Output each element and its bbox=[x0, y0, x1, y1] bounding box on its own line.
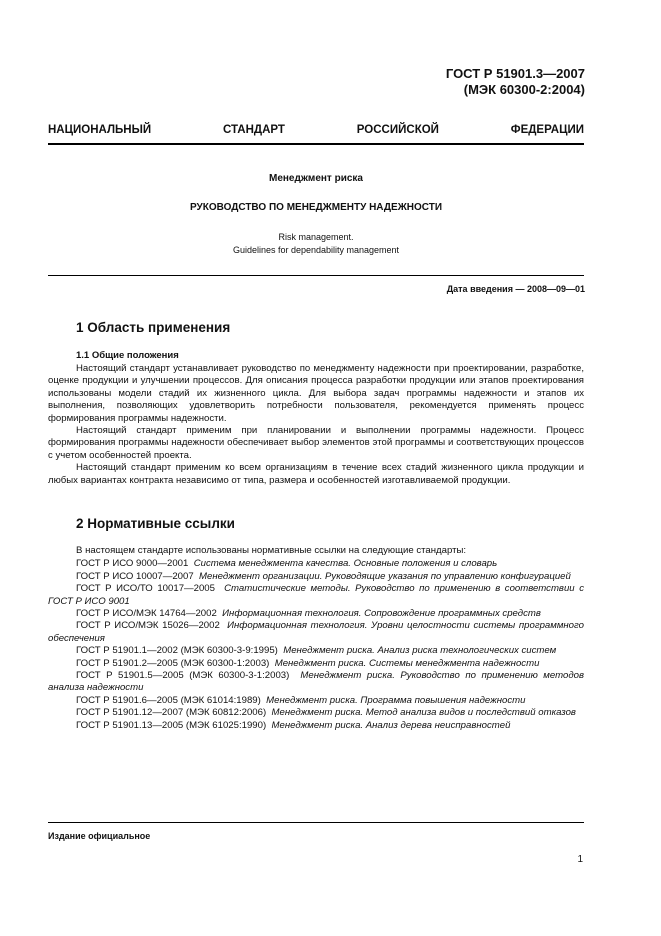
title-divider bbox=[48, 275, 584, 276]
reference-item bbox=[48, 720, 584, 732]
document-title: РУКОВОДСТВО ПО МЕНЕДЖМЕНТУ НАДЕЖНОСТИ bbox=[189, 202, 443, 213]
ref-title: Информационная технология. Уровни целостности системы программного обеспечения bbox=[48, 620, 584, 644]
reference-item bbox=[48, 707, 584, 719]
top-divider bbox=[48, 143, 584, 145]
ref-title: Менеджмент риска. Руководство по применению методов анализа надежности bbox=[48, 670, 584, 694]
reference-item bbox=[48, 670, 584, 695]
banner-word: РОССИЙСКОЙ bbox=[356, 124, 439, 136]
reference-item bbox=[48, 608, 584, 620]
banner-word: СТАНДАРТ bbox=[222, 124, 285, 136]
references-list bbox=[48, 558, 584, 732]
ref-title: Информационная технология. Сопровождение программных средств bbox=[222, 608, 541, 620]
ref-title: Менеджмент риска. Анализ риска технологических систем bbox=[283, 645, 557, 657]
section-1-body bbox=[48, 363, 584, 487]
banner-word: ФЕДЕРАЦИИ bbox=[510, 124, 584, 136]
refs-lead: В настоящем стандарте использованы нормативные ссылки на следующие стандарты: bbox=[76, 545, 467, 556]
official-edition-note: Издание официальное bbox=[48, 831, 151, 841]
section-2-heading: 2 Нормативные ссылки bbox=[76, 516, 235, 531]
footer-divider bbox=[48, 822, 584, 823]
introduction-date: Дата введения — 2008—09—01 bbox=[446, 284, 585, 294]
ref-code: ГОСТ Р ИСО 10007—2007 bbox=[76, 570, 194, 582]
reference-item bbox=[48, 620, 584, 645]
ref-code: ГОСТ Р 51901.6—2005 (МЭК 61014:1989) bbox=[76, 694, 261, 706]
ref-title: Менеджмент риска. Метод анализа видов и последствий отказов bbox=[271, 707, 576, 719]
reference-item bbox=[48, 658, 584, 670]
reference-item bbox=[48, 558, 584, 570]
ref-code: ГОСТ Р ИСО/ТО 10017—2005 bbox=[76, 583, 215, 595]
ref-code: ГОСТ Р ИСО/МЭК 15026—2002 bbox=[76, 620, 220, 632]
ref-title: Менеджмент риска. Программа повышения надежности bbox=[266, 694, 526, 706]
banner-word: НАЦИОНАЛЬНЫЙ bbox=[48, 124, 152, 136]
ref-code: ГОСТ Р 51901.2—2005 (МЭК 60300-1:2003) bbox=[76, 657, 270, 669]
english-title-line: Guidelines for dependability management bbox=[232, 245, 400, 255]
ref-title: Система менеджмента качества. Основные положения и словарь bbox=[193, 558, 498, 570]
reference-item bbox=[48, 645, 584, 657]
ref-title: Менеджмент организации. Руководящие указания по управлению конфигурацией bbox=[199, 570, 571, 582]
title-category: Менеджмент риска bbox=[269, 173, 363, 184]
paragraph: Настоящий стандарт применим при планировании и выполнении программы надежности. Процесс формирования программы надежности обеспечивает выбор элементов этой программы и соответствующих процессов с учетом особенностей проекта. bbox=[48, 425, 584, 461]
paragraph: Настоящий стандарт устанавливает руководство по менеджменту надежности при проектировании, разработке, оценке продукции и улучшении процессов. Для описания процесса разработки продукции или этапов проектирования использованы модели стадий их жизненного цикла. Для выбора задач программы надежности и этапов их выполнения, позволяющих удовлетворить потребности пользователя, рекомендуется применять процесс формирования программы надежности. bbox=[48, 363, 584, 424]
english-title bbox=[48, 231, 584, 257]
ref-code: ГОСТ Р ИСО/МЭК 14764—2002 bbox=[76, 608, 217, 620]
ref-code: ГОСТ Р 51901.1—2002 (МЭК 60300-3-9:1995) bbox=[76, 645, 278, 657]
english-title-line: Risk management. bbox=[278, 232, 354, 242]
ref-code: ГОСТ Р 51901.12—2007 (МЭК 60812:2006) bbox=[76, 707, 267, 719]
ref-title: Менеджмент риска. Анализ дерева неисправностей bbox=[271, 719, 511, 731]
page-number: 1 bbox=[577, 854, 583, 865]
iec-code: (МЭК 60300-2:2004) bbox=[463, 82, 585, 97]
ref-code: ГОСТ Р ИСО 9000—2001 bbox=[76, 558, 189, 570]
section-2-body bbox=[48, 545, 584, 732]
ref-code: ГОСТ Р 51901.13—2005 (МЭК 61025:1990) bbox=[76, 719, 267, 731]
section-1-heading: 1 Область применения bbox=[76, 320, 231, 335]
paragraph: Настоящий стандарт применим ко всем организациям в течение всех стадий жизненного цикла продукции и любых вариантах контракта независимо от типа, размера и особенностей изготавливаемой продукции. bbox=[48, 462, 584, 486]
reference-item bbox=[48, 571, 584, 583]
national-standard-banner bbox=[48, 124, 584, 136]
ref-code: ГОСТ Р 51901.5—2005 (МЭК 60300-3-1:2003) bbox=[76, 670, 290, 682]
reference-item bbox=[48, 695, 584, 707]
standard-code: ГОСТ Р 51901.3—2007 bbox=[445, 66, 585, 81]
ref-title: Менеджмент риска. Системы менеджмента надежности bbox=[274, 657, 540, 669]
standard-header bbox=[446, 66, 585, 98]
ref-title: Статистические методы. Руководство по применению в соответствии с ГОСТ Р ИСО 9001 bbox=[48, 583, 584, 607]
subsection-1-1-heading: 1.1 Общие положения bbox=[76, 350, 179, 361]
reference-item bbox=[48, 583, 584, 608]
